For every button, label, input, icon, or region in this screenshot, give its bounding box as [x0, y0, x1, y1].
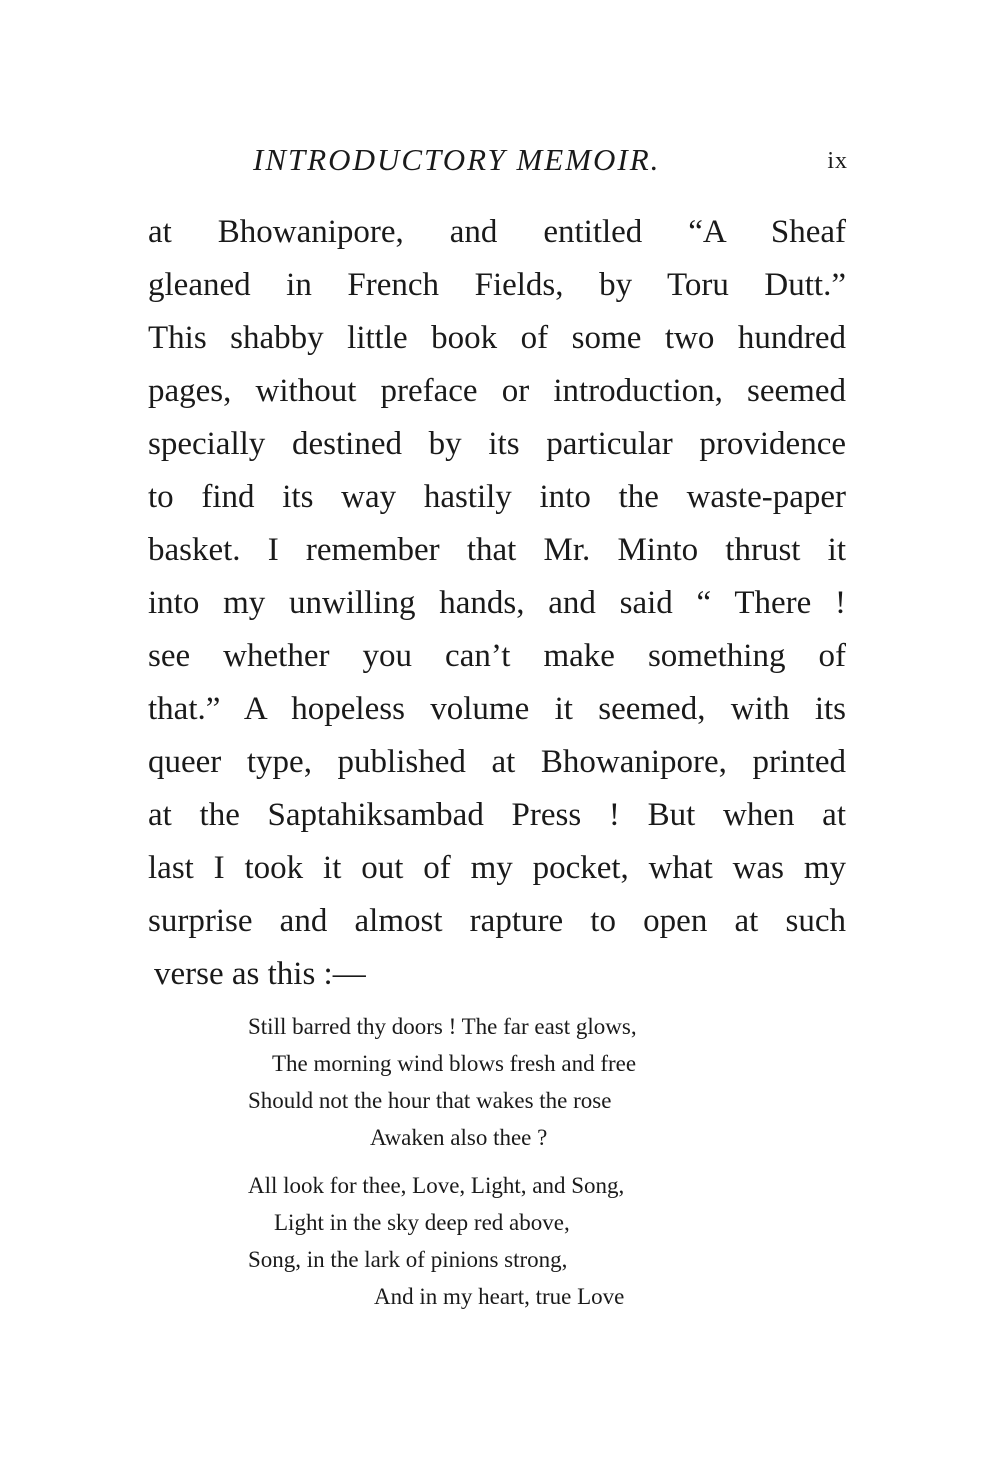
- running-head: [148, 142, 848, 186]
- text-line: into my unwilling hands, and said “ There !: [148, 585, 846, 621]
- text-line: that.” A hopeless volume it seemed, with its: [148, 691, 846, 727]
- text-line: last I took it out of my pocket, what was my: [148, 850, 846, 886]
- running-title: INTRODUCTORY MEMOIR.: [253, 142, 661, 177]
- verse-line: Should not the hour that wakes the rose: [248, 1088, 612, 1113]
- text-line: at Bhowanipore, and entitled “A Sheaf: [148, 214, 846, 250]
- verse-line: Still barred thy doors ! The far east glows,: [248, 1014, 637, 1039]
- text-line: gleaned in French Fields, by Toru Dutt.”: [148, 267, 846, 303]
- body-paragraph: [148, 206, 846, 1001]
- text-line: pages, without preface or introduction, seemed: [148, 373, 846, 409]
- verse-line: Light in the sky deep red above,: [274, 1210, 570, 1235]
- text-line: at the Saptahiksambad Press ! But when at: [148, 797, 846, 833]
- verse-line: The morning wind blows fresh and free: [272, 1051, 637, 1076]
- text-line-final: verse as this :—: [154, 956, 366, 992]
- text-line: to find its way hastily into the waste-paper: [148, 479, 846, 515]
- verse-line: And in my heart, true Love: [374, 1284, 625, 1309]
- text-line: specially destined by its particular providence: [148, 426, 846, 462]
- text-line: see whether you can’t make something of: [148, 638, 846, 674]
- poem-stanza-1: [248, 1008, 637, 1156]
- poem-quotation: [248, 1008, 637, 1315]
- text-line: surprise and almost rapture to open at such: [148, 903, 846, 939]
- text-line: basket. I remember that Mr. Minto thrust it: [148, 532, 846, 568]
- text-line: queer type, published at Bhowanipore, printed: [148, 744, 846, 780]
- page-number: ix: [827, 148, 848, 174]
- text-line: This shabby little book of some two hundred: [148, 320, 846, 356]
- verse-line: All look for thee, Love, Light, and Song,: [248, 1173, 625, 1198]
- verse-line: Awaken also thee ?: [370, 1125, 548, 1150]
- poem-stanza-2: [248, 1167, 637, 1315]
- verse-line: Song, in the lark of pinions strong,: [248, 1247, 568, 1272]
